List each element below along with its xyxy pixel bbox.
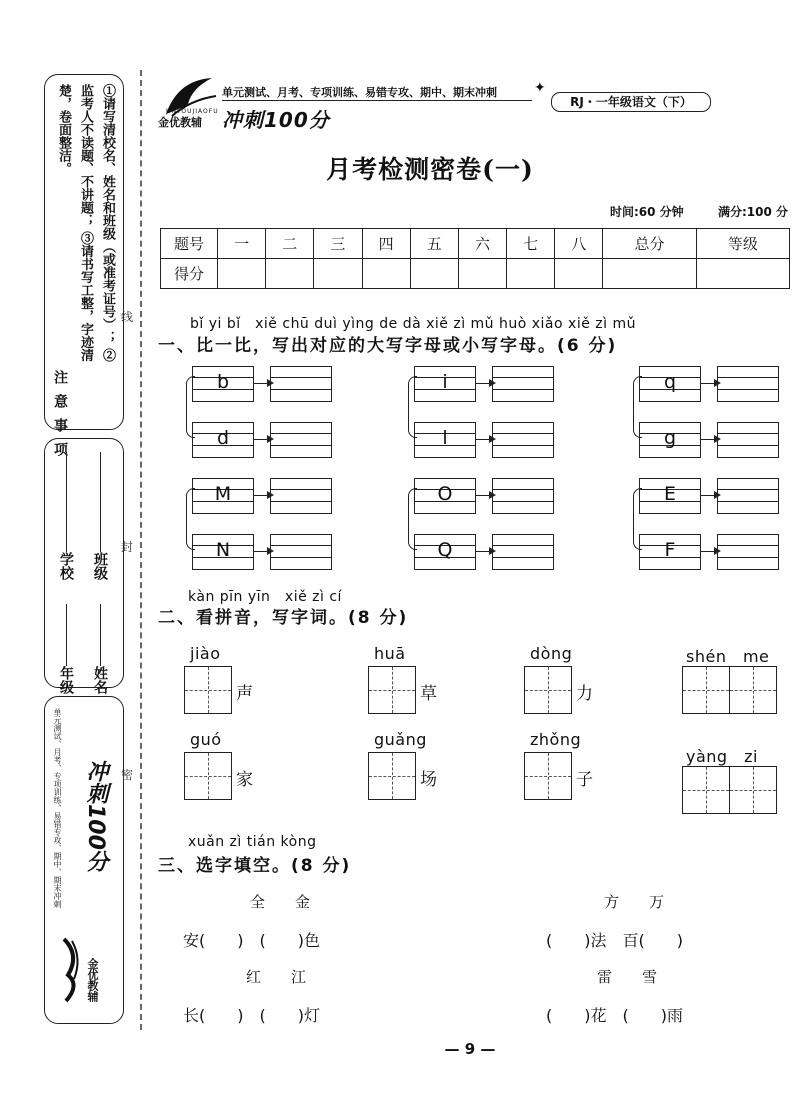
page-number: — 9 — <box>444 1040 496 1058</box>
letter-answer-box[interactable] <box>270 366 332 402</box>
grade-field[interactable]: 年级 <box>58 604 74 694</box>
q2-given-char: 子 <box>576 770 593 790</box>
q2-item-pinyin: huā <box>374 644 406 663</box>
score-cell[interactable] <box>603 259 696 289</box>
letter-answer-box[interactable] <box>492 534 554 570</box>
q3-pinyin: xuǎn zì tián kòng <box>188 834 317 850</box>
sidebar-logo-icon <box>60 935 84 1005</box>
score-header: 三 <box>314 229 362 259</box>
letter-prompt: q <box>663 371 677 393</box>
letter-answer-box[interactable] <box>270 422 332 458</box>
letter-answer-box[interactable] <box>717 422 779 458</box>
score-header: 五 <box>410 229 458 259</box>
letter-box <box>639 534 701 570</box>
score-header: 六 <box>458 229 506 259</box>
letter-box <box>192 478 254 514</box>
score-header: 八 <box>555 229 603 259</box>
brand-name: 金优教辅 <box>158 116 202 129</box>
cut-label-mi: 密 <box>121 768 134 782</box>
arrow-right-icon <box>476 383 490 384</box>
q1-pinyin: bǐ yi bǐ xiě chū duì yìng de dà xiě zì mǔ huò xiǎo xiě zì mǔ <box>190 316 636 332</box>
score-cell[interactable] <box>458 259 506 289</box>
score-table-score-row <box>161 259 790 289</box>
header-rule <box>222 100 532 101</box>
q2-given-char: 场 <box>420 770 437 790</box>
q2-item-pinyin: guǎng <box>374 730 427 749</box>
score-cell[interactable] <box>218 259 266 289</box>
q3-line-4[interactable]: ( )花 ( )雨 <box>546 1006 683 1025</box>
page-title: 月考检测密卷(一) <box>326 155 534 184</box>
q2-title: 二、看拼音，写字词。(8 分) <box>158 608 409 628</box>
brand-slogan: 冲刺100分 <box>222 108 330 132</box>
q2-item-pinyin: shén me <box>686 647 770 666</box>
q2-item-pinyin: dòng <box>530 644 573 663</box>
tianzige-box[interactable] <box>729 666 777 714</box>
score-table <box>160 228 790 289</box>
class-field[interactable]: 班级 <box>92 452 108 580</box>
letter-prompt: l <box>442 427 448 449</box>
arrow-right-icon <box>701 439 715 440</box>
letter-prompt: d <box>216 427 230 449</box>
arrow-right-icon <box>701 495 715 496</box>
q2-given-char: 力 <box>576 684 593 704</box>
tianzige-box[interactable] <box>682 766 730 814</box>
q2-item-pinyin: guó <box>190 730 222 749</box>
arrow-right-icon <box>254 495 268 496</box>
letter-prompt: M <box>214 483 232 505</box>
tianzige-box[interactable] <box>524 752 572 800</box>
sidebar-series: 单元测试、月考、专项训练、易错专攻、期中、期末冲刺 <box>53 708 62 908</box>
arrow-right-icon <box>701 551 715 552</box>
q2-item-pinyin: jiào <box>190 644 221 663</box>
tianzige-box[interactable] <box>184 666 232 714</box>
score-table-header-row <box>161 229 790 259</box>
score-header: 总分 <box>603 229 696 259</box>
letter-box <box>639 366 701 402</box>
letter-answer-box[interactable] <box>492 422 554 458</box>
course-badge: RJ・一年级语文（下） <box>551 92 711 112</box>
letter-answer-box[interactable] <box>717 478 779 514</box>
q3-choices-1: 全 金 <box>250 893 311 911</box>
score-cell[interactable] <box>507 259 555 289</box>
letter-answer-box[interactable] <box>270 534 332 570</box>
letter-box <box>192 534 254 570</box>
score-header: 等级 <box>696 229 789 259</box>
letter-box <box>414 366 476 402</box>
score-header: 二 <box>266 229 314 259</box>
field-column-2 <box>90 452 110 694</box>
letter-answer-box[interactable] <box>492 366 554 402</box>
letter-prompt: N <box>215 539 231 561</box>
letter-box <box>414 478 476 514</box>
arrow-right-icon <box>476 439 490 440</box>
score-row-label: 得分 <box>161 259 218 289</box>
tianzige-box[interactable] <box>184 752 232 800</box>
letter-prompt: Q <box>437 539 453 561</box>
arrow-right-icon <box>254 551 268 552</box>
q2-given-char: 草 <box>420 684 437 704</box>
letter-answer-box[interactable] <box>717 534 779 570</box>
cut-line <box>140 70 142 1030</box>
sparkle-icon: ✦ <box>534 80 546 96</box>
sidebar-slogan: 冲刺100分 <box>83 760 108 872</box>
name-field[interactable]: 姓名 <box>92 604 108 694</box>
q2-pinyin: kàn pīn yīn xiě zì cí <box>188 589 342 605</box>
q3-line-2[interactable]: ( )法 百( ) <box>546 931 683 950</box>
field-column-1 <box>56 452 76 694</box>
notice-text <box>52 84 118 374</box>
q3-choices-3: 红 江 <box>246 968 307 986</box>
letter-prompt: b <box>216 371 230 393</box>
letter-box <box>414 534 476 570</box>
score-cell[interactable] <box>266 259 314 289</box>
tianzige-box[interactable] <box>524 666 572 714</box>
cut-label-feng: 封 <box>121 540 134 554</box>
cut-label-xian: 线 <box>121 310 134 324</box>
notice-item-1: ①请写清校名、姓名和班级（或准考证号）； <box>100 84 115 344</box>
letter-box <box>192 366 254 402</box>
arrow-right-icon <box>254 439 268 440</box>
letter-box <box>639 478 701 514</box>
arrow-right-icon <box>476 495 490 496</box>
score-cell[interactable] <box>362 259 410 289</box>
score-header: 四 <box>362 229 410 259</box>
score-header: 七 <box>507 229 555 259</box>
notice-label: 注意事项 <box>52 370 68 466</box>
q3-choices-2: 方 万 <box>604 893 665 911</box>
q2-item-pinyin: yàng zi <box>686 747 758 766</box>
arrow-right-icon <box>476 551 490 552</box>
letter-prompt: O <box>437 483 453 505</box>
tianzige-box[interactable] <box>368 666 416 714</box>
q3-choices-4: 雷 雪 <box>597 968 658 986</box>
letter-prompt: E <box>663 483 676 505</box>
q1-title: 一、比一比，写出对应的大写字母或小写字母。(6 分) <box>158 336 618 356</box>
q2-item-pinyin: zhǒng <box>530 730 582 749</box>
letter-answer-box[interactable] <box>492 478 554 514</box>
score-cell[interactable] <box>410 259 458 289</box>
score-header: 题号 <box>161 229 218 259</box>
tianzige-box[interactable] <box>729 766 777 814</box>
exam-time: 时间:60 分钟 <box>610 205 684 219</box>
letter-prompt: g <box>663 427 677 449</box>
score-cell[interactable] <box>314 259 362 289</box>
letter-prompt: F <box>664 539 676 561</box>
arrow-right-icon <box>254 383 268 384</box>
notice-item-3: ③请书写工整，字迹清楚，卷面整洁。 <box>56 84 93 362</box>
notice-item-2: ②监考人不读题、不讲题； <box>78 84 115 362</box>
letter-prompt: i <box>442 371 448 393</box>
exam-full-score: 满分:100 分 <box>718 205 789 219</box>
score-cell[interactable] <box>555 259 603 289</box>
q2-given-char: 家 <box>236 770 253 790</box>
school-field[interactable]: 学校 <box>58 452 74 580</box>
series-text: 单元测试、月考、专项训练、易错专攻、期中、期末冲刺 <box>222 86 497 99</box>
letter-answer-box[interactable] <box>270 478 332 514</box>
letter-box <box>639 422 701 458</box>
q2-given-char: 声 <box>236 684 253 704</box>
tianzige-box[interactable] <box>368 752 416 800</box>
score-cell[interactable] <box>696 259 789 289</box>
q3-line-1[interactable]: 安( ) ( )色 <box>183 931 320 950</box>
sidebar-brand-name: 金优教辅 <box>86 958 99 1002</box>
brand-en: JINYOUJIAOFU <box>166 108 219 115</box>
letter-box <box>192 422 254 458</box>
q3-line-3[interactable]: 长( ) ( )灯 <box>183 1006 320 1025</box>
letter-answer-box[interactable] <box>717 366 779 402</box>
letter-box <box>414 422 476 458</box>
q3-title: 三、选字填空。(8 分) <box>158 856 352 876</box>
arrow-right-icon <box>701 383 715 384</box>
score-header: 一 <box>218 229 266 259</box>
tianzige-box[interactable] <box>682 666 730 714</box>
